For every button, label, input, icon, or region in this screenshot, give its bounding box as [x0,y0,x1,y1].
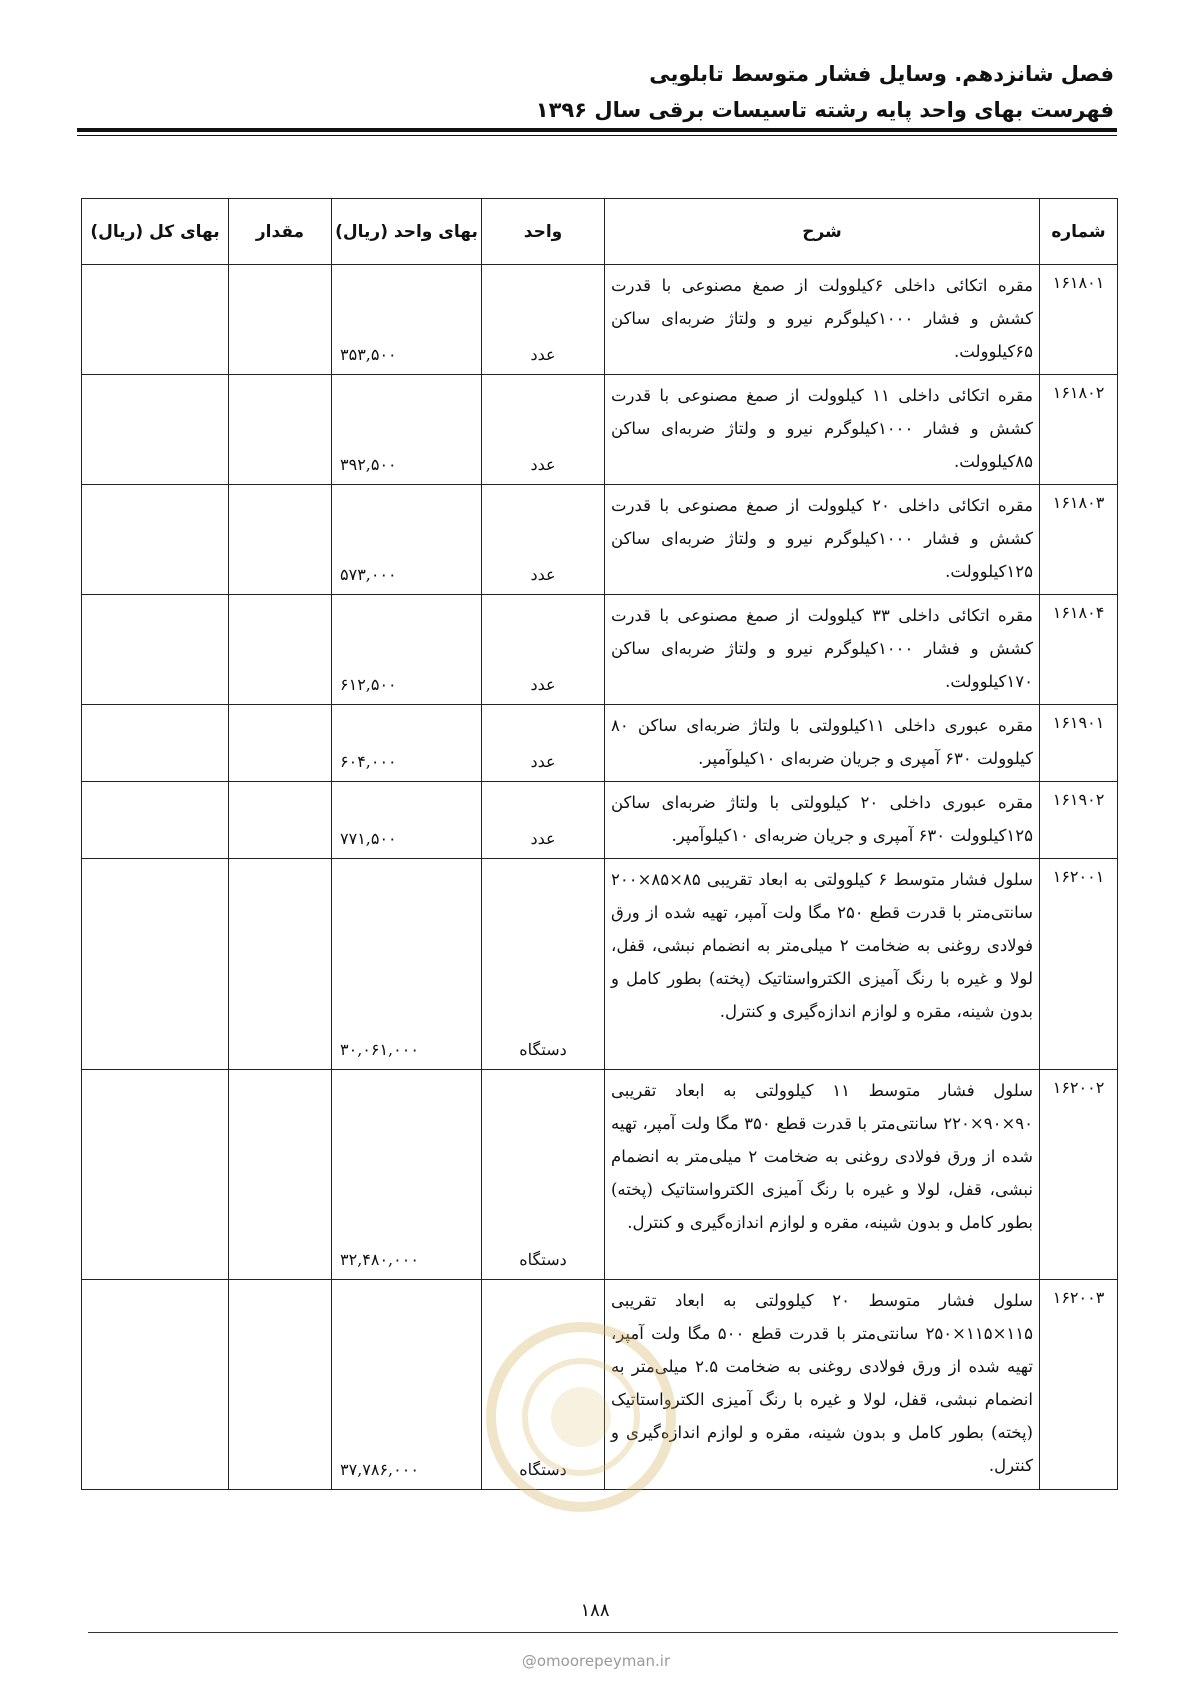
item-unit-price: ۷۷۱,۵۰۰ [332,782,482,859]
item-total-price [82,1280,229,1490]
item-unit: عدد [482,265,605,375]
item-description: سلول فشار متوسط ۶ کیلوولتی به ابعاد تقریبی ۸۵×۸۵×۲۰۰ سانتی‌متر با قدرت قطع ۲۵۰ مگا ولت آمپر، تهیه شده از ورق فولادی روغنی به ضخامت ۲ میلی‌متر به انضمام نبشی، قفل، لولا و غیره با رنگ آمیزی الکترواستاتیک (پخته) بطور کامل و بدون شینه، مقره و لوازم اندازه‌گیری و کنترل. [605,859,1040,1070]
item-quantity [229,375,332,485]
item-unit-price: ۳۲,۴۸۰,۰۰۰ [332,1070,482,1280]
item-number: ۱۶۱۸۰۲ [1040,375,1118,485]
item-description: مقره اتکائی داخلی ۱۱ کیلوولت از صمغ مصنوعی با قدرت کشش و فشار ۱۰۰۰کیلوگرم نیرو و ولتاژ ضربه‌ای ساکن ۸۵کیلوولت. [605,375,1040,485]
table-row [82,705,1118,782]
item-quantity [229,1280,332,1490]
footer-rule [88,1632,1118,1633]
item-unit-price: ۳۷,۷۸۶,۰۰۰ [332,1280,482,1490]
item-unit-price: ۳۰,۰۶۱,۰۰۰ [332,859,482,1070]
item-unit-price: ۵۷۳,۰۰۰ [332,485,482,595]
item-total-price [82,782,229,859]
price-list-title: فهرست بهای واحد پایه رشته تاسیسات برقی سال ۱۳۹۶ [535,98,1114,122]
item-number: ۱۶۱۹۰۱ [1040,705,1118,782]
item-total-price [82,265,229,375]
item-number: ۱۶۱۸۰۳ [1040,485,1118,595]
item-number: ۱۶۲۰۰۳ [1040,1280,1118,1490]
item-total-price [82,375,229,485]
column-header-number: شماره [1040,199,1118,265]
item-number: ۱۶۲۰۰۲ [1040,1070,1118,1280]
item-description: سلول فشار متوسط ۱۱ کیلوولتی به ابعاد تقریبی ۹۰×۹۰×۲۲۰ سانتی‌متر با قدرت قطع ۳۵۰ مگا ولت آمپر، تهیه شده از ورق فولادی روغنی به ضخامت ۲ میلی‌متر به انضمام نبشی، قفل، لولا و غیره با رنگ آمیزی الکترواستاتیک (پخته) بطور کامل و بدون شینه، مقره و لوازم اندازه‌گیری و کنترل. [605,1070,1040,1280]
seal-watermark-icon [486,1322,676,1512]
table-row [82,375,1118,485]
table-row [82,859,1118,1070]
item-unit-price: ۶۰۴,۰۰۰ [332,705,482,782]
header-rule-thick [77,128,1117,132]
price-table [81,198,1118,1490]
item-description: مقره عبوری داخلی ۲۰ کیلوولتی با ولتاژ ضربه‌ای ساکن ۱۲۵کیلوولت ۶۳۰ آمپری و جریان ضربه‌ای ۱۰کیلوآمپر. [605,782,1040,859]
item-unit: عدد [482,375,605,485]
item-quantity [229,1070,332,1280]
table-row [82,595,1118,705]
item-quantity [229,859,332,1070]
item-unit: دستگاه [482,1070,605,1280]
item-total-price [82,595,229,705]
item-number: ۱۶۱۹۰۲ [1040,782,1118,859]
item-description: مقره اتکائی داخلی ۶کیلوولت از صمغ مصنوعی با قدرت کشش و فشار ۱۰۰۰کیلوگرم نیرو و ولتاژ ضربه‌ای ساکن ۶۵کیلوولت. [605,265,1040,375]
item-description: مقره عبوری داخلی ۱۱کیلوولتی با ولتاژ ضربه‌ای ساکن ۸۰ کیلوولت ۶۳۰ آمپری و جریان ضربه‌ای ۱۰کیلوآمپر. [605,705,1040,782]
item-description: سلول فشار متوسط ۲۰ کیلوولتی به ابعاد تقریبی ۱۱۵×۱۱۵×۲۵۰ سانتی‌متر با قدرت قطع ۵۰۰ مگا ولت آمپر، تهیه شده از ورق فولادی روغنی به ضخامت ۲.۵ میلی‌متر به انضمام نبشی، قفل، لولا و غیره با رنگ آمیزی الکترواستاتیک (پخته) بطور کامل و بدون شینه، مقره و لوازم اندازه‌گیری و کنترل. [605,1280,1040,1490]
item-unit: عدد [482,705,605,782]
column-header-total-price: بهای کل (ریال) [82,199,229,265]
item-quantity [229,595,332,705]
column-header-quantity: مقدار [229,199,332,265]
item-quantity [229,782,332,859]
item-unit: عدد [482,595,605,705]
table-row [82,782,1118,859]
item-description: مقره اتکائی داخلی ۲۰ کیلوولت از صمغ مصنوعی با قدرت کشش و فشار ۱۰۰۰کیلوگرم نیرو و ولتاژ ضربه‌ای ساکن ۱۲۵کیلوولت. [605,485,1040,595]
item-unit-price: ۳۹۲,۵۰۰ [332,375,482,485]
column-header-unit: واحد [482,199,605,265]
page-header [74,56,1114,128]
item-unit-price: ۳۵۳,۵۰۰ [332,265,482,375]
table-row [82,265,1118,375]
column-header-unit-price: بهای واحد (ریال) [332,199,482,265]
item-description: مقره اتکائی داخلی ۳۳ کیلوولت از صمغ مصنوعی با قدرت کشش و فشار ۱۰۰۰کیلوگرم نیرو و ولتاژ ضربه‌ای ساکن ۱۷۰کیلوولت. [605,595,1040,705]
item-quantity [229,705,332,782]
item-total-price [82,1070,229,1280]
item-quantity [229,265,332,375]
item-unit: عدد [482,782,605,859]
table-header-row [82,199,1118,265]
item-quantity [229,485,332,595]
column-header-description: شرح [605,199,1040,265]
chapter-title: فصل شانزدهم. وسایل فشار متوسط تابلویی [649,62,1114,86]
item-number: ۱۶۲۰۰۱ [1040,859,1118,1070]
page-number: ۱۸۸ [580,1600,610,1621]
site-watermark: @omoorepeyman.ir [521,1652,671,1670]
header-rule-thin [77,135,1117,136]
item-total-price [82,485,229,595]
item-unit: عدد [482,485,605,595]
item-total-price [82,859,229,1070]
item-unit: دستگاه [482,859,605,1070]
table-row [82,485,1118,595]
item-number: ۱۶۱۸۰۴ [1040,595,1118,705]
item-number: ۱۶۱۸۰۱ [1040,265,1118,375]
item-total-price [82,705,229,782]
item-unit: دستگاه [482,1280,605,1490]
item-unit-price: ۶۱۲,۵۰۰ [332,595,482,705]
table-row [82,1070,1118,1280]
